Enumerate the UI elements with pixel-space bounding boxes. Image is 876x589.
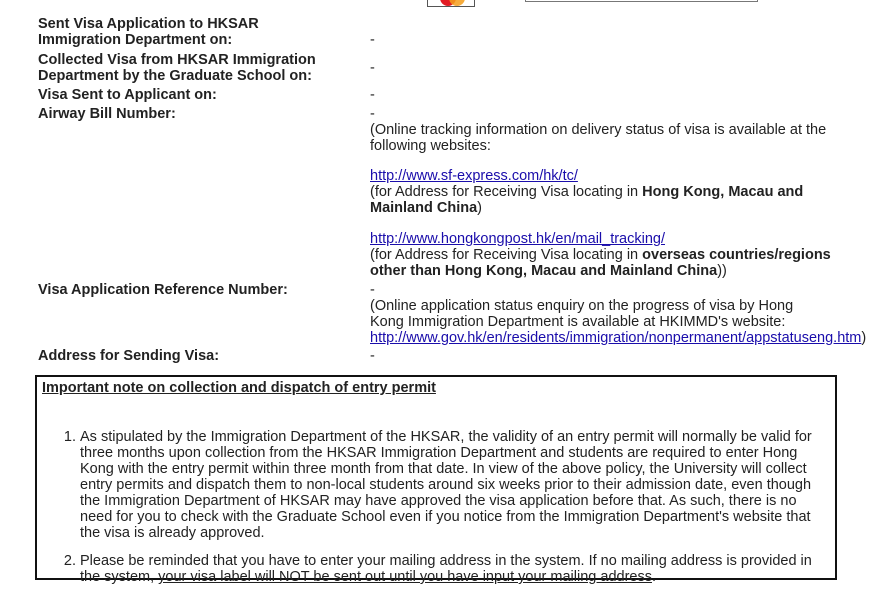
important-note-box	[35, 375, 837, 585]
tracking-intro: (Online tracking information on delivery status of visa is available at the following websites:	[370, 122, 827, 154]
sf-express-link[interactable]: http://www.sf-express.com/hk/tc/	[370, 168, 578, 184]
enquiry-text: (Online application status enquiry on the progress of visa by Hong Kong Immigration Department is available at HKIMMD's website:	[370, 298, 794, 330]
label-collected-visa: Collected Visa from HKSAR Immigration Department by the Graduate School on:	[38, 52, 316, 84]
enquiry-line: http://www.gov.hk/en/residents/immigration/nonpermanent/appstatuseng.htm)	[370, 330, 867, 346]
note-item-mailing-address: 2. Please be reminded that you have to enter your mailing address in the system. If no mailing address is provided in the system, your visa label will NOT be sent out until you have input your mailing address.	[80, 553, 830, 585]
label-visa-sent: Visa Sent to Applicant on:	[38, 87, 217, 103]
immd-status-link[interactable]: http://www.gov.hk/en/residents/immigration/nonpermanent/appstatuseng.htm	[370, 330, 862, 346]
value-airway-bill	[370, 106, 850, 279]
airway-bill-number: -	[370, 106, 375, 122]
label-sent-to-immigration: Sent Visa Application to HKSAR Immigration Department on:	[38, 16, 259, 48]
input-field-fragment[interactable]	[525, 0, 758, 2]
label-address-sending: Address for Sending Visa:	[38, 348, 220, 364]
value-collected-visa: -	[370, 60, 375, 76]
reference-number: -	[370, 282, 375, 298]
hongkong-post-link[interactable]: http://www.hongkongpost.hk/en/mail_tracking/	[370, 231, 665, 247]
value-address-sending: -	[370, 348, 375, 364]
label-reference-number: Visa Application Reference Number:	[38, 282, 288, 298]
value-reference-number	[370, 282, 870, 346]
important-note-list	[42, 429, 830, 585]
label-airway-bill: Airway Bill Number:	[38, 106, 176, 122]
sf-express-note: (for Address for Receiving Visa locating in Hong Kong, Macau and Mainland China)	[370, 184, 804, 216]
note-item-validity: 1. As stipulated by the Immigration Department of the HKSAR, the validity of an entry permit will normally be valid for three months upon collection from the HKSAR Immigration Department and students are required to enter Hong Kong with the entry permit within three month from that date. In view of the above policy, the University will collect entry permits and dispatch them to non-local students around six weeks prior to their admission date, even though the Immigration Department of HKSAR may have approved the visa application before that. As such, there is no need for you to check with the Graduate School even if you notice from the Immigration Department's website that the visa is already approved.	[80, 429, 830, 541]
value-visa-sent: -	[370, 87, 375, 103]
hongkong-post-note: (for Address for Receiving Visa locating in overseas countries/regions other than Hong Kong, Macau and Mainland China))	[370, 247, 831, 279]
card-logo-fragment	[427, 0, 475, 7]
important-note-title: Important note on collection and dispatch of entry permit	[42, 380, 436, 396]
value-sent-to-immigration: -	[370, 32, 375, 48]
